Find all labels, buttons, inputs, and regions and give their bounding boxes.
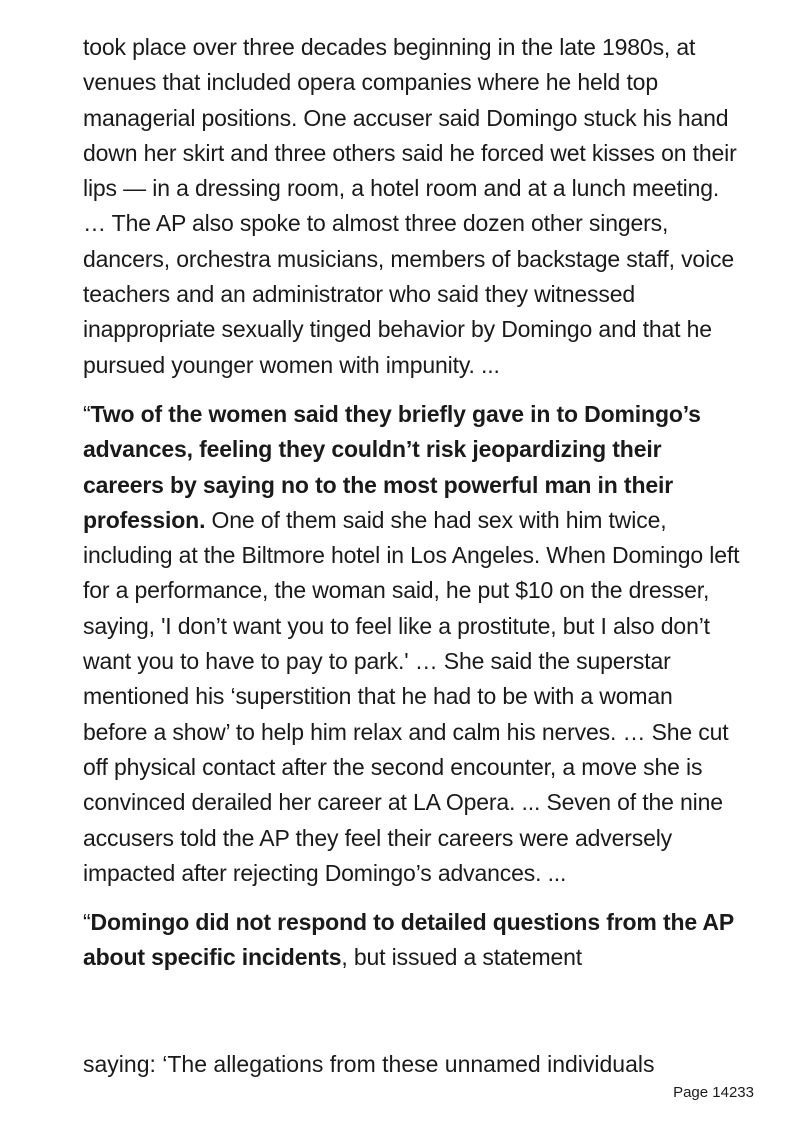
paragraph-2-bold-text: Two of the women said they briefly gave in to Domingo’s advances, feeling they couldn’t risk jeopardizing their careers by saying no to the most powerful man in their profession. [83,400,701,533]
paragraph-3 [83,905,743,976]
paragraph-2-rest-text: One of them said she had sex with him twice, including at the Biltmore hotel in Los Angeles. When Domingo left for a performance, the woman said, he put $10 on the dresser, saying, 'I don’t want you to feel like a prostitute, but I also don’t want you to have to pay to park.' … She said the superstar mentioned his ‘superstition that he had to be with a woman before a show’ to help him relax and calm his nerves. … She cut off physical contact after the second encounter, a move she is convinced derailed her career at LA Opera. ... Seven of the nine accusers told the AP they feel their careers were adversely impacted after rejecting Domingo’s advances. ... [83,506,740,886]
cutoff-text: saying: ‘The allegations from these unnamed individuals [83,1051,655,1077]
paragraph-2-open-quote: “ [83,400,91,427]
paragraph-2 [83,397,743,891]
paragraph-1 [83,30,743,383]
document-body [83,30,743,976]
paragraph-1-text: took place over three decades beginning in the late 1980s, at venues that included opera companies where he held top managerial positions. One accuser said Domingo stuck his hand down her skirt and three others said he forced wet kisses on their lips — in a dressing room, a hotel room and at a lunch meeting. … The AP also spoke to almost three dozen other singers, dancers, orchestra musicians, members of backstage staff, voice teachers and an administrator who said they witnessed inappropriate sexually tinged behavior by Domingo and that he pursued younger women with impunity. ... [83,34,737,378]
page-number: Page 14233 [667,1084,754,1101]
paragraph-3-rest-text: , but issued a statement [341,944,583,971]
paragraph-3-open-quote: “ [83,909,91,936]
paragraph-3-bold-text: Domingo did not respond to detailed questions from the AP about specific incidents [83,909,734,971]
cutoff-text-line [83,1051,655,1082]
